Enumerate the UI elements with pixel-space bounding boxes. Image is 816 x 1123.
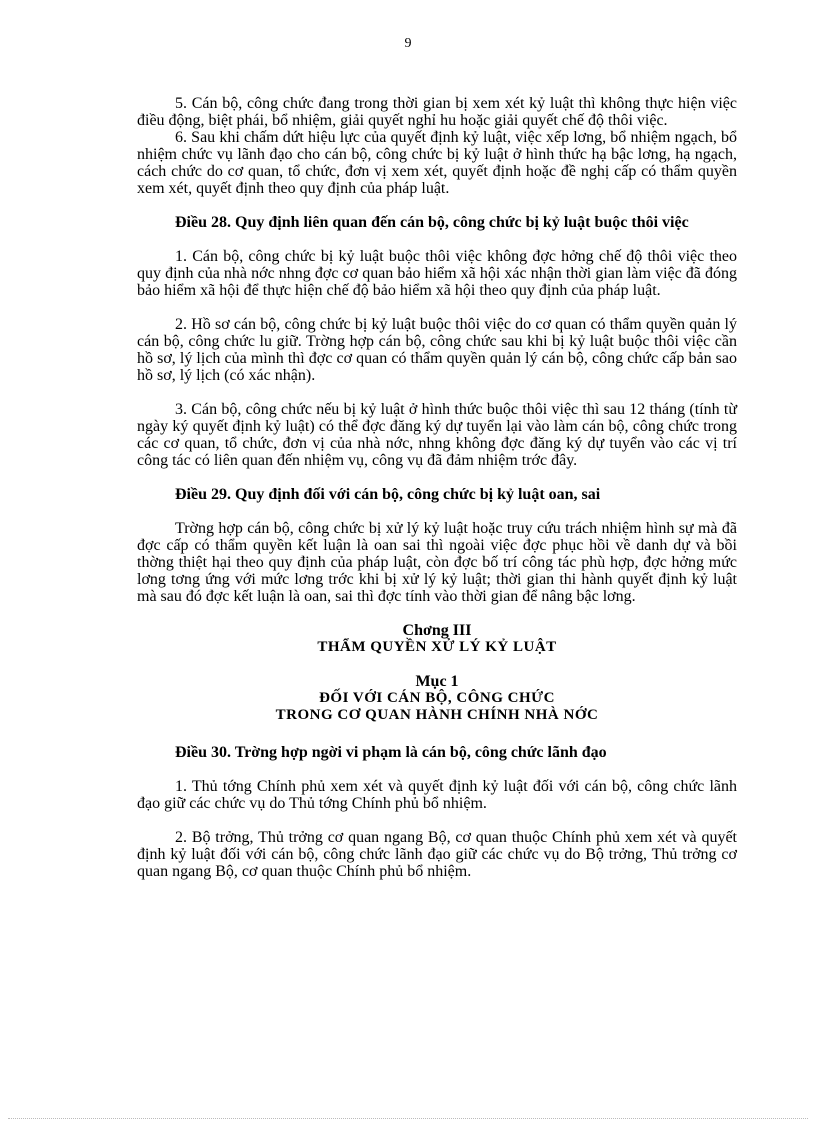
article-28-heading: Điều 28. Quy định liên quan đến cán bộ, công chức bị kỷ luật buộc thôi việc <box>175 214 689 231</box>
article-28-clause-3: 3. Cán bộ, công chức nếu bị kỷ luật ở hình thức buộc thôi việc thì sau 12 tháng (tính từ ngày ký quyết định kỷ luật) có thể đợc đăng ký dự tuyển lại vào làm cán bộ, công chức trong các cơ quan, tổ chức, đơn vị của nhà nớc, nhng không đợc đăng ký dự tuyển vào các vị trí công tác có liên quan đến nhiệm vụ, công vụ đã đảm nhiệm trớc đây. <box>137 401 737 469</box>
paragraph-6: 6. Sau khi chấm dứt hiệu lực của quyết định kỷ luật, việc xếp lơng, bổ nhiệm ngạch, bổ nhiệm chức vụ lãnh đạo cho cán bộ, công chức bị kỷ luật ở hình thức hạ bậc lơng, hạ ngạch, cách chức do cơ quan, tổ chức, đơn vị xem xét, quyết định hoặc đề nghị cấp có thẩm quyền xem xét, quyết định theo quy định của pháp luật. <box>137 129 737 197</box>
section-title-line-2: TRONG CƠ QUAN HÀNH CHÍNH NHÀ NỚC <box>275 707 599 723</box>
article-28-clause-2: 2. Hồ sơ cán bộ, công chức bị kỷ luật buộc thôi việc do cơ quan có thẩm quyền quản lý cán bộ, công chức lu giữ. Trờng hợp cán bộ, công chức sau khi bị kỷ luật buộc thôi việc cần hồ sơ, lý lịch của mình thì đợc cơ quan có thẩm quyền quản lý cán bộ, công chức cấp bản sao hồ sơ, lý lịch (có xác nhận). <box>137 316 737 384</box>
page-number: 9 <box>404 36 412 51</box>
paragraph-5: 5. Cán bộ, công chức đang trong thời gian bị xem xét kỷ luật thì không thực hiện việc điều động, biệt phái, bổ nhiệm, giải quyết nghỉ hu hoặc giải quyết chế độ thôi việc. <box>137 95 737 129</box>
article-28-clause-1: 1. Cán bộ, công chức bị kỷ luật buộc thôi việc không đợc hởng chế độ thôi việc theo quy định của nhà nớc nhng đợc cơ quan bảo hiểm xã hội xác nhận thời gian làm việc đã đóng bảo hiểm xã hội để thực hiện chế độ bảo hiểm xã hội theo quy định của pháp luật. <box>137 248 737 299</box>
article-30-clause-2: 2. Bộ trởng, Thủ trởng cơ quan ngang Bộ, cơ quan thuộc Chính phủ xem xét và quyết định kỷ luật đối với cán bộ, công chức lãnh đạo giữ các chức vụ do Bộ trởng, Thủ trởng cơ quan ngang Bộ, cơ quan thuộc Chính phủ bổ nhiệm. <box>137 829 737 880</box>
chapter-label: Chơng III <box>402 622 472 639</box>
article-30-clause-1: 1. Thủ tớng Chính phủ xem xét và quyết định kỷ luật đối với cán bộ, công chức lãnh đạo giữ các chức vụ do Thủ tớng Chính phủ bổ nhiệm. <box>137 778 737 812</box>
section-title-line-1: ĐỐI VỚI CÁN BỘ, CÔNG CHỨC <box>319 690 555 706</box>
article-29-heading: Điều 29. Quy định đối với cán bộ, công chức bị kỷ luật oan, sai <box>175 486 601 503</box>
page-bottom-border <box>8 1118 808 1119</box>
article-30-heading: Điều 30. Trờng hợp ngời vi phạm là cán bộ, công chức lãnh đạo <box>175 744 607 761</box>
document-body <box>137 95 737 880</box>
section-label: Mục 1 <box>415 673 459 690</box>
chapter-title: THẨM QUYỀN XỬ LÝ KỶ LUẬT <box>317 639 557 655</box>
article-29-body: Trờng hợp cán bộ, công chức bị xử lý kỷ luật hoặc truy cứu trách nhiệm hình sự mà đã đợc cấp có thẩm quyền kết luận là oan sai thì ngoài việc đợc phục hồi về danh dự và bồi thờng thiệt hại theo quy định của pháp luật, còn đợc bố trí công tác phù hợp, đợc hởng mức lơng tơng ứng với mức lơng trớc khi bị xử lý kỷ luật; thời gian thi hành quyết định kỷ luật mà sau đó đợc kết luận là oan, sai thì đợc tính vào thời gian để nâng bậc lơng. <box>137 520 737 605</box>
